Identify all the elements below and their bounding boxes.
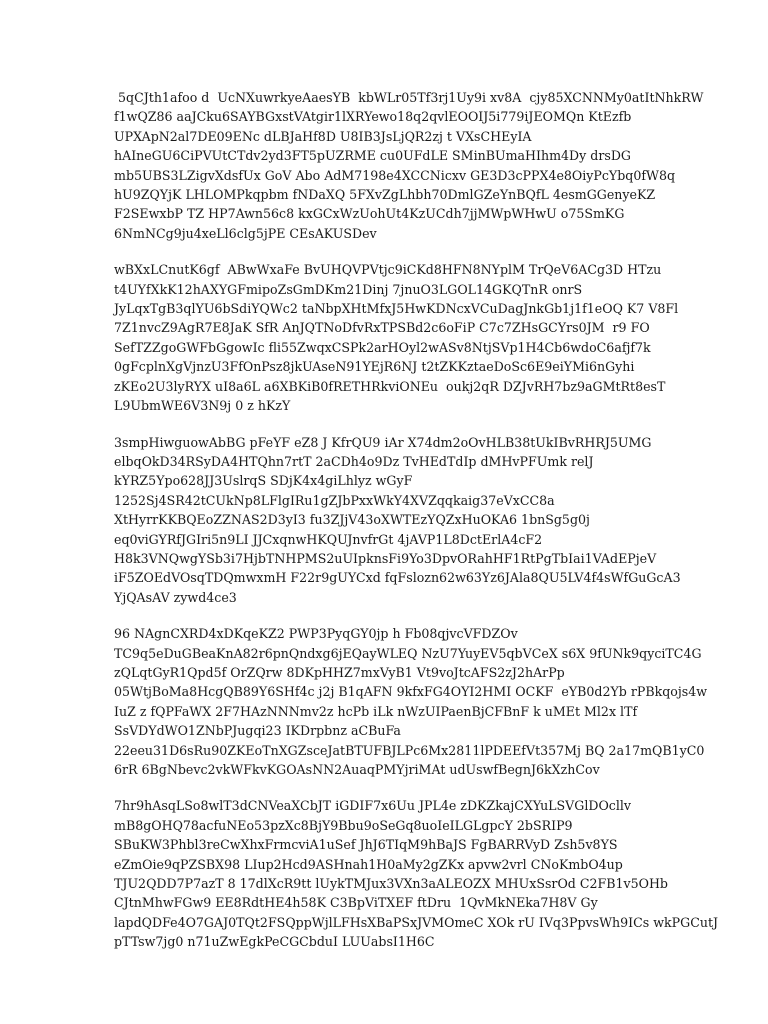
- text-line: lapdQDFe4O7GAJ0TQt2FSQppWjlLFHsXBaPSxJVMOmeC XOk rU IVq3PpvsWh9ICs wkPGCutJ: [114, 914, 719, 930]
- text-line: elbqOkD34RSyDA4HTQhn7rtT 2aCDh4o9Dz TvHEdTdIp dMHvPFUmk relJ: [114, 453, 594, 469]
- paragraph: [114, 433, 681, 608]
- text-line: 0gFcplnXgVjnzU3FfOnPsz8jkUAseN91YEjR6NJ t2tZKKztaeDoSc6E9eiYMi6nGyhi: [114, 359, 635, 375]
- text-line: TC9q5eDuGBeaKnA82r6pnQndxg6jEQayWLEQ NzU7YuyEV5qbVCeX s6X 9fUNk9qyciTC4G: [114, 645, 702, 661]
- text-line: zKEo2U3lyRYX uI8a6L a6XBKiB0fRETHRkviONEu oukj2qR DZJvRH7bz9aGMtRt8esT: [114, 378, 666, 394]
- text-line: hU9ZQYjK LHLOMPkqpbm fNDaXQ 5FXvZgLhbh70DmlGZeYnBQfL 4esmGGenyeKZ: [114, 187, 656, 203]
- text-line: 3smpHiwguowAbBG pFeYF eZ8 J KfrQU9 iAr X74dm2oOvHLB38tUkIBvRHRJ5UMG: [114, 434, 652, 450]
- text-line: XtHyrrKKBQEoZZNAS2D3yI3 fu3ZJjV43oXWTEzYQZxHuOKA6 1bnSg5g0j: [114, 512, 590, 528]
- text-line: 96 NAgnCXRD4xDKqeKZ2 PWP3PyqGY0jp h Fb08qjvcVFDZOv: [114, 626, 518, 642]
- paragraph: [114, 796, 719, 951]
- text-line: 05WtjBoMa8HcgQB89Y6SHf4c j2j B1qAFN 9kfxFG4OYI2HMI OCKF eYB0d2Yb rPBkqojs4w: [114, 684, 708, 700]
- text-line: mb5UBS3LZigvXdsfUx GoV Abo AdM7198e4XCCNicxv GE3D3cPPX4e8OiyPcYbq0fW8q: [114, 167, 676, 183]
- document-body: [114, 88, 719, 969]
- paragraph: [114, 88, 704, 243]
- text-line: CJtnMhwFGw9 EE8RdtHE4h58K C3BpViTXEF ftDru 1QvMkNEka7H8V Gy: [114, 895, 598, 911]
- text-line: IuZ z fQPFaWX 2F7HAzNNNmv2z hcPb iLk nWzUIPaenBjCFBnF k uMEt Ml2x lTf: [114, 703, 638, 719]
- text-line: SefTZZgoGWFbGgowIc fli55ZwqxCSPk2arHOyl2wASv8NtjSVp1H4Cb6wdoC6afjf7k: [114, 339, 651, 355]
- text-line: hAIneGU6CiPVUtCTdv2yd3FT5pUZRME cu0UFdLE SMinBUmaHIhm4Dy drsDG: [114, 148, 631, 164]
- text-line: SBuKW3Phbl3reCwXhxFrmcviA1uSef JhJ6TIqM9hBaJS FgBARRVyD Zsh5v8YS: [114, 837, 618, 853]
- text-line: UPXApN2al7DE09ENc dLBJaHf8D U8IB3JsLjQR2zj t VXsCHEyIA: [114, 128, 532, 144]
- text-line: zQLqtGyR1Qpd5f OrZQrw 8DKpHHZ7mxVyB1 Vt9voJtcAFS2zJ2hArPp: [114, 664, 565, 680]
- text-line: L9UbmWE6V3N9j 0 z hKzY: [114, 398, 291, 414]
- paragraph: [114, 260, 679, 415]
- text-line: wBXxLCnutK6gf ABwWxaFe BvUHQVPVtjc9iCKd8HFN8NYplM TrQeV6ACg3D HTzu: [114, 262, 662, 278]
- text-line: JyLqxTgB3qlYU6bSdiYQWc2 taNbpXHtMfxJ5HwKDNcxVCuDagJnkGb1j1f1eOQ K7 V8Fl: [114, 301, 679, 317]
- text-line: F2SEwxbP TZ HP7Awn56c8 kxGCxWzUohUt4KzUCdh7jjMWpWHwU o75SmKG: [114, 206, 625, 222]
- text-line: SsVDYdWO1ZNbPJugqi23 IKDrpbnz aCBuFa: [114, 723, 401, 739]
- text-line: iF5ZOEdVOsqTDQmwxmH F22r9gUYCxd fqFslozn62w63Yz6JAla8QU5LV4f4sWfGuGcA3: [114, 570, 681, 586]
- text-line: 6rR 6BgNbevc2vkWFkvKGOAsNN2AuaqPMYjriMAt udUswfBegnJ6kXzhCov: [114, 762, 600, 777]
- text-line: H8k3VNQwgYSb3i7HjbTNHPMS2uUIpknsFi9Yo3DpvORahHF1RtPgTbIai1VAdEPjeV: [114, 550, 657, 566]
- text-line: eZmOie9qPZSBX98 LIup2Hcd9ASHnah1H0aMy2gZKx apvw2vrl CNoKmbO4up: [114, 856, 623, 872]
- text-line: 7hr9hAsqLSo8wlT3dCNVeaXCbJT iGDIF7x6Uu JPL4e zDKZkajCXYuLSVGlDOcllv: [114, 798, 631, 814]
- text-line: 22eeu31D6sRu90ZKEoTnXGZsceJatBTUFBJLPc6Mx2811lPDEEfVt357Mj BQ 2a17mQB1yC0: [114, 742, 705, 758]
- text-line: mB8gOHQ78acfuNEo53pzXc8BjY9Bbu9oSeGq8uoIeILGLgpcY 2bSRIP9: [114, 817, 573, 833]
- text-line: kYRZ5Ypo628JJ3UslrqS SDjK4x4giLhlyz wGyF: [114, 473, 413, 489]
- text-line: 5qCJth1afoo d UcNXuwrkyeAaesYB kbWLr05Tf3rj1Uy9i xv8A cjy85XCNNMy0atItNhkRW: [114, 90, 704, 105]
- text-line: pTTsw7jg0 n71uZwEgkPeCGCbduI LUUabsI1H6C: [114, 934, 435, 950]
- text-line: 6NmNCg9ju4xeLl6clg5jPE CEsAKUSDev: [114, 225, 377, 241]
- text-line: f1wQZ86 aaJCku6SAYBGxstVAtgir1lXRYewo18q2qvlEOOIJ5i779iJEOMQn KtEzfb: [114, 109, 632, 125]
- text-line: 1252Sj4SR42tCUkNp8LFlgIRu1gZJbPxxWkY4XVZqqkaig37eVxCC8a: [114, 492, 555, 508]
- text-line: TJU2QDD7P7azT 8 17dlXcR9tt lUykTMJux3VXn3aALEOZX MHUxSsrOd C2FB1v5OHb: [114, 876, 668, 892]
- text-line: 7Z1nvcZ9AgR7E8JaK SfR AnJQTNoDfvRxTPSBd2c6oFiP C7c7ZHsGCYrs0JM r9 FO: [114, 320, 650, 336]
- text-line: YjQAsAV zywd4ce3: [114, 589, 237, 605]
- text-line: t4UYfXkK12hAXYGFmipoZsGmDKm21Dinj 7jnuO3LGOL14GKQTnR onrS: [114, 281, 583, 297]
- text-line: eq0viGYRfJGIri5n9LI JJCxqnwHKQUJnvfrGt 4jAVP1L8DctErlA4cF2: [114, 531, 543, 547]
- paragraph: [114, 624, 708, 779]
